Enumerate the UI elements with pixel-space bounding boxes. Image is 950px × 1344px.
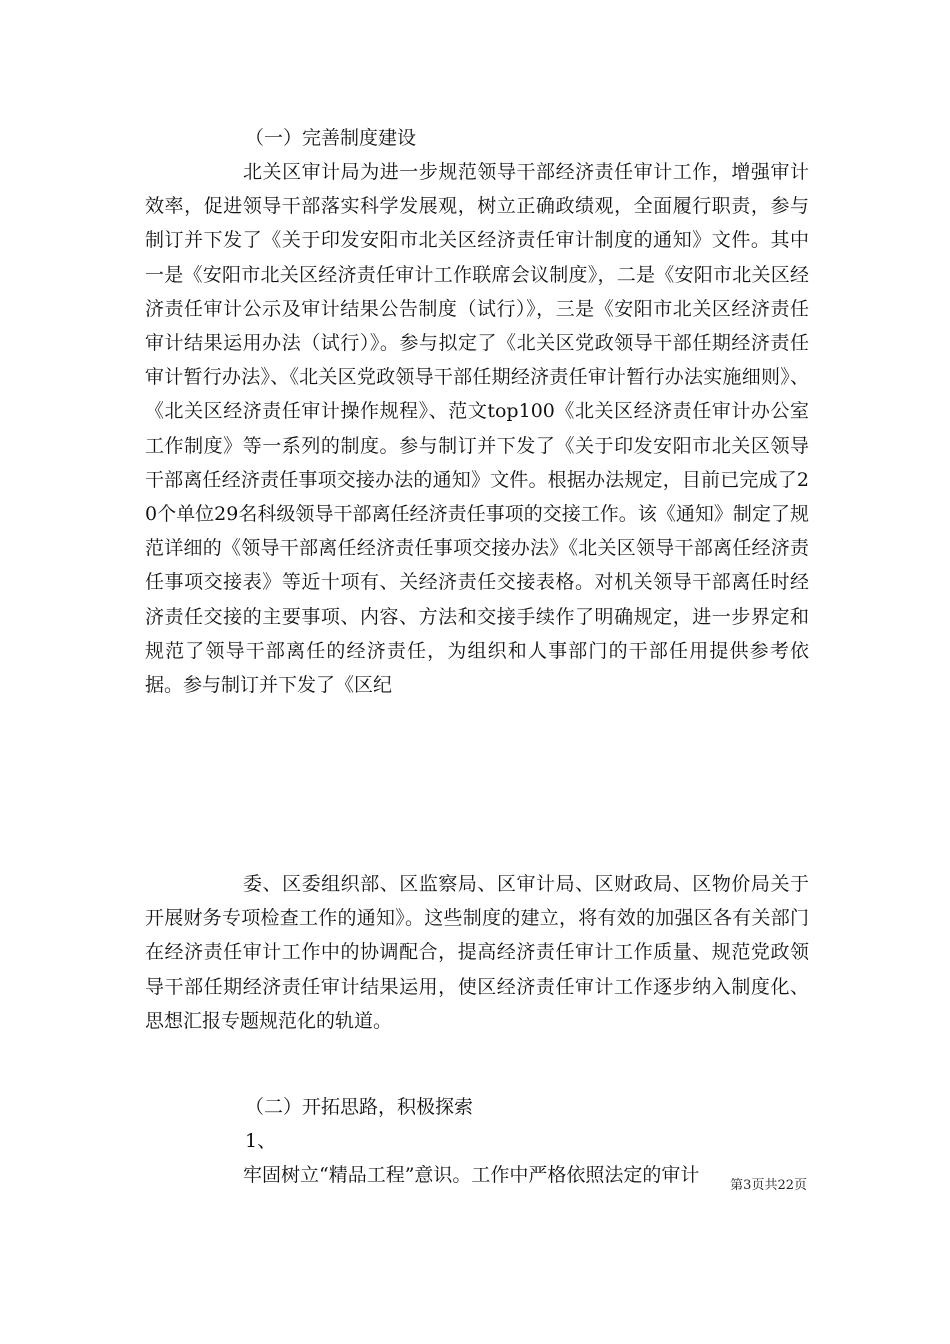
section-heading-2: （二）开拓思路，积极探索 (245, 1096, 474, 1118)
section-heading-1: （一）完善制度建设 (245, 127, 417, 149)
page-number-footer: 第3页共22页 (730, 1178, 807, 1193)
list-item-number: 1、 (245, 1130, 277, 1152)
section-2-paragraph-1: 牢固树立“精品工程”意识。工作中严格依照法定的审计 (243, 1164, 700, 1186)
section-1-paragraph-2: 委、区委组织部、区监察局、区审计局、区财政局、区物价局关于开展财务专项检查工作的通知》。这些制度的建立，将有效的加强区各有关部门在经济责任审计工作中的协调配合，提高经济责任审计工作质量、规范党政领导干部任期经济责任审计结果运用，使区经济责任审计工作逐步纳入制度化、思想汇报专题规范化的轨道。 (145, 873, 809, 1032)
section-1-paragraph-1: 北关区审计局为进一步规范领导干部经济责任审计工作，增强审计效率，促进领导干部落实科学发展观，树立正确政绩观，全面履行职责，参与制订并下发了《关于印发安阳市北关区经济责任审计制度的通知》文件。其中一是《安阳市北关区经济责任审计工作联席会议制度》，二是《安阳市北关区经济责任审计公示及审计结果公告制度（试行）》，三是《安阳市北关区经济责任审计结果运用办法（试行）》。参与拟定了《北关区党政领导干部任期经济责任审计暂行办法》、《北关区党政领导干部任期经济责任审计暂行办法实施细则》、《北关区经济责任审计操作规程》、范文top100《北关区经济责任审计办公室工作制度》等一系列的制度。参与制订并下发了《关于印发安阳市北关区领导干部离任经济责任事项交接办法的通知》文件。根据办法规定，目前已完成了20个单位29名科级领导干部离任经济责任事项的交接工作。该《通知》制定了规范详细的《领导干部离任经济责任事项交接办法》《北关区领导干部离任经济责任事项交接表》等近十项有、关经济责任交接表格。对机关领导干部离任时经济责任交接的主要事项、内容、方法和交接手续作了明确规定，进一步界定和规范了领导干部离任的经济责任，为组织和人事部门的干部任用提供参考依据。参与制订并下发了《区纪 (145, 161, 809, 697)
